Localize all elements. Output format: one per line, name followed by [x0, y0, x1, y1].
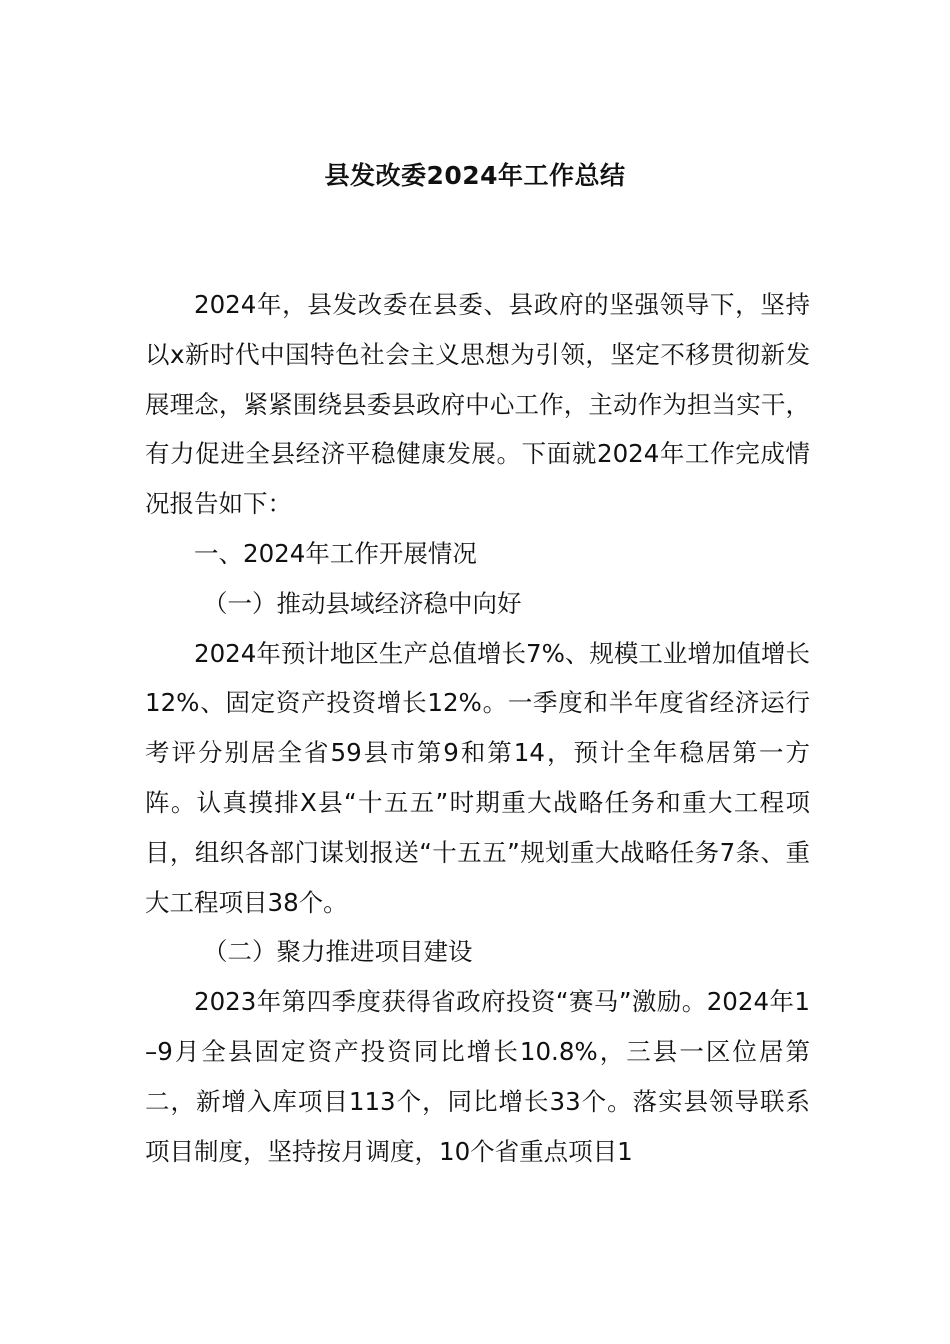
section-heading-1: 一、2024年工作开展情况 [194, 538, 477, 568]
projects-paragraph: 2023年第四季度获得省政府投资“赛马”激励。2024年1–9月全县固定资产投资同比增长10.8%，三县一区位居第二，新增入库项目113个，同比增长33个。落实县领导联系项目制度，坚持按月调度，10个省重点项目1 [145, 987, 810, 1166]
document-title: 县发改委2024年工作总结 [324, 161, 626, 190]
economy-paragraph: 2024年预计地区生产总值增长7%、规模工业增加值增长12%、固定资产投资增长12%。一季度和半年度省经济运行考评分别居全省59县市第9和第14，预计全年稳居第一方阵。认真摸排X县“十五五”时期重大战略任务和重大工程项目，组织各部门谋划报送“十五五”规划重大战略任务7条、重大工程项目38个。 [145, 638, 810, 917]
subsection-heading-1: （一）推动县域经济稳中向好 [203, 588, 522, 618]
intro-paragraph: 2024年，县发改委在县委、县政府的坚强领导下，坚持以x新时代中国特色社会主义思想为引领，坚定不移贯彻新发展理念，紧紧围绕县委县政府中心工作，主动作为担当实干，有力促进全县经济平稳健康发展。下面就2024年工作完成情况报告如下： [145, 290, 810, 519]
subsection-heading-2: （二）聚力推进项目建设 [203, 937, 473, 967]
document-body [145, 280, 810, 1176]
